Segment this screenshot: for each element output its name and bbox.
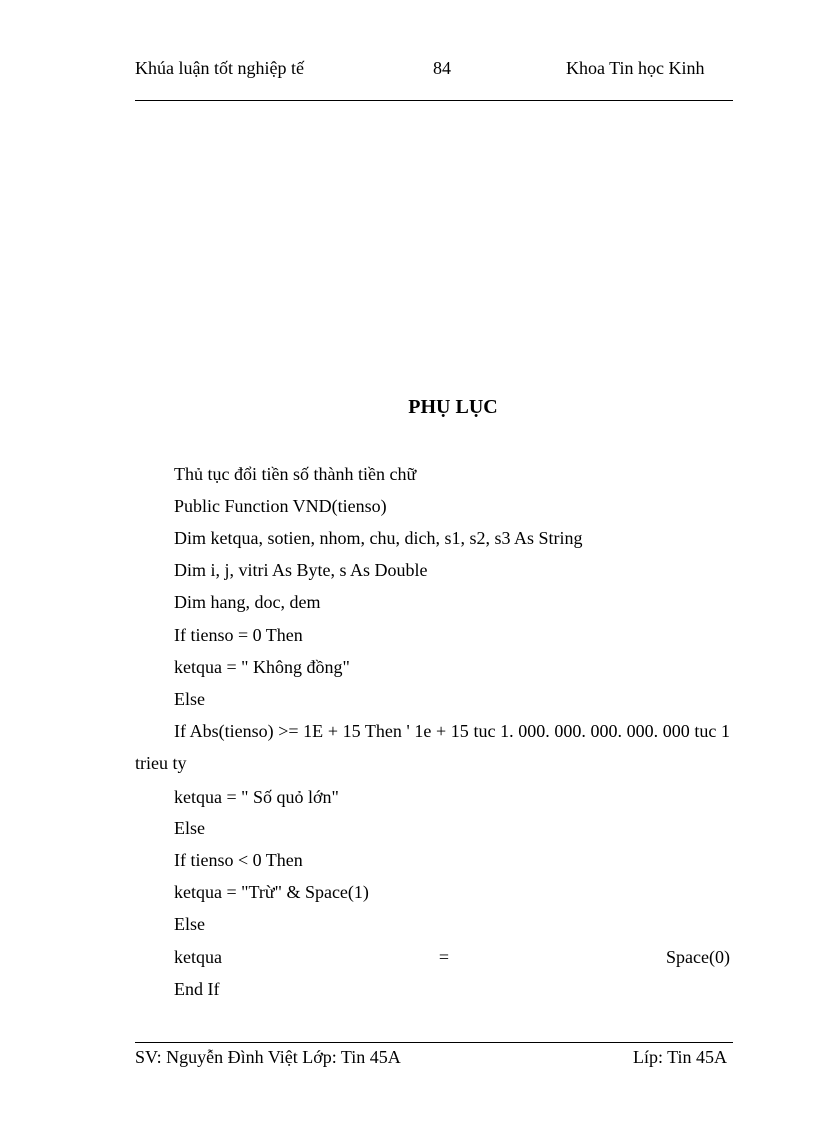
code-line: Dim hang, doc, dem [174, 592, 321, 612]
assign-middle: = [438, 947, 450, 967]
code-line: Else [174, 914, 205, 934]
page-header [135, 58, 733, 101]
code-line: ketqua = "Trừ" & Space(1) [174, 882, 369, 902]
assign-left: ketqua [174, 947, 222, 967]
code-line: ketqua = " Không đồng" [174, 657, 350, 677]
code-line: Dim ketqua, sotien, nhom, chu, dich, s1, s2, s3 As String [174, 528, 583, 548]
header-department: Khoa Tin học Kinh [566, 58, 705, 78]
page-footer [135, 1042, 733, 1067]
header-thesis-title: Khúa luận tốt nghiệp tế [135, 58, 304, 78]
code-line: Dim i, j, vitri As Byte, s As Double [174, 560, 428, 580]
code-line: If tienso < 0 Then [174, 850, 303, 870]
code-line: If tienso = 0 Then [174, 625, 303, 645]
assign-right: Space(0) [666, 947, 730, 967]
code-line-assign [174, 947, 730, 967]
appendix-title: PHỤ LỤC [408, 396, 498, 418]
code-line-wrapped: If Abs(tienso) >= 1E + 15 Then ' 1e + 15 tuc 1. 000. 000. 000. 000. 000 tuc 1 trieu ty [135, 721, 730, 773]
intro-line: Thủ tục đổi tiền số thành tiền chữ [174, 464, 417, 484]
header-page-number: 84 [433, 58, 451, 78]
code-line: Public Function VND(tienso) [174, 496, 387, 516]
code-line: End If [174, 979, 220, 999]
code-line: Else [174, 818, 205, 838]
footer-class: Líp: Tin 45A [632, 1047, 727, 1067]
footer-student: SV: Nguyễn Đình Việt Lớp: Tin 45A [135, 1047, 401, 1067]
code-line: Else [174, 689, 205, 709]
code-line: ketqua = " Số quỏ lớn" [174, 787, 339, 807]
